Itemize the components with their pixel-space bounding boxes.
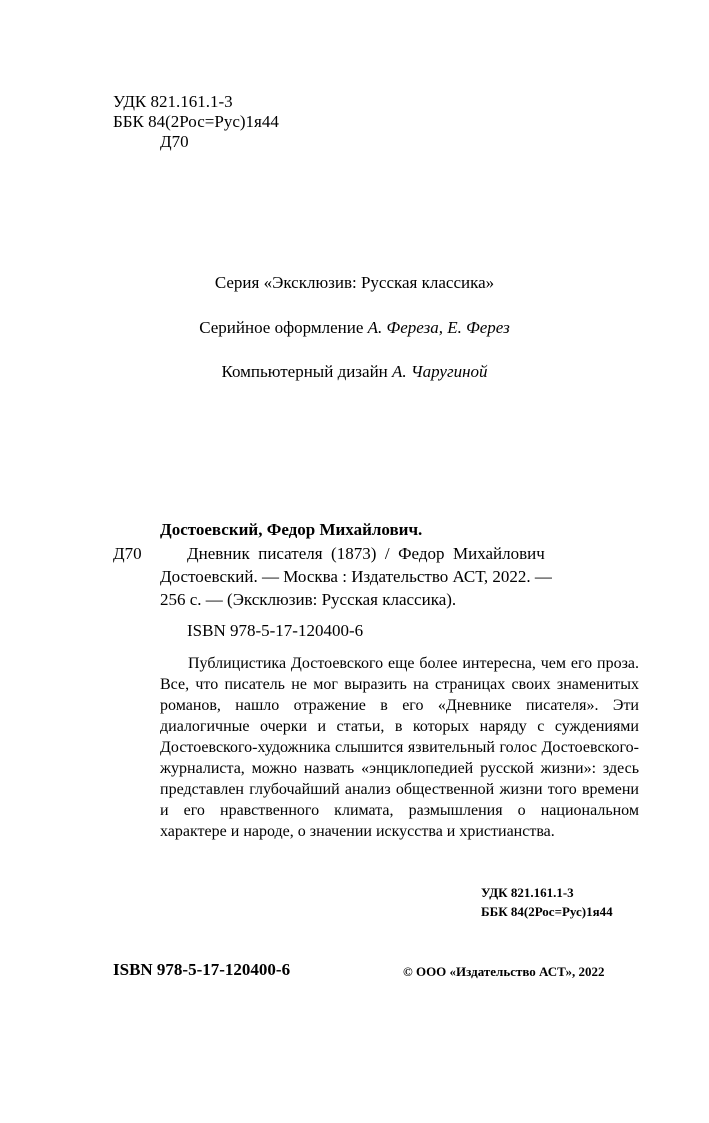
biblio-code: Д70 [113, 544, 142, 563]
annotation-udk: УДК 821.161.1-3 [481, 885, 574, 900]
series-line: Серия «Эксклюзив: Русская классика» [214, 273, 495, 292]
footer-isbn: ISBN 978-5-17-120400-6 [113, 960, 291, 979]
biblio-line-2: Достоевский. — Москва : Издательство АСТ, 2022. — [160, 567, 552, 586]
computer-design-line [0, 362, 709, 382]
series-design-label: Серийное оформление [199, 318, 368, 337]
computer-design-name: А. Чаругиной [392, 362, 488, 381]
biblio-isbn: ISBN 978-5-17-120400-6 [187, 621, 364, 640]
computer-design-label: Компьютерный дизайн [221, 362, 393, 381]
annotation-text: Публицистика Достоевского еще более интересна, чем его проза. Все, что писатель не мог выразить на страницах своих знаменитых романов, нашло отражение в его «Дневнике писателя». Эти диалогичные очерки и статьи, в которых наряду с суждениями Достоевского-художника слышится язвительный голос Достоевского-журналиста, можно назвать «энциклопедией русской жизни»: здесь представлен глубочайший анализ общественной жизни того времени и его нравственного климата, размышления о национальном характере и народе, о значении искусства и христианства. [160, 655, 639, 840]
series-design-names: А. Фереза, Е. Ферез [367, 318, 510, 337]
biblio-line-1: Дневник писателя (1873) / Федор Михайлович [187, 544, 545, 563]
biblio-line-3: 256 с. — (Эксклюзив: Русская классика). [160, 590, 457, 609]
annotation-bbk: ББК 84(2Рос=Рус)1я44 [481, 904, 613, 919]
biblio-author: Достоевский, Федор Михайлович. [160, 520, 423, 539]
bbk-code: ББК 84(2Рос=Рус)1я44 [113, 112, 279, 131]
author-mark-code: Д70 [160, 132, 189, 151]
udk-code: УДК 821.161.1-3 [113, 92, 233, 111]
series-design-line [0, 318, 709, 338]
annotation [160, 653, 639, 842]
footer-copyright: © ООО «Издательство АСТ», 2022 [403, 964, 605, 979]
